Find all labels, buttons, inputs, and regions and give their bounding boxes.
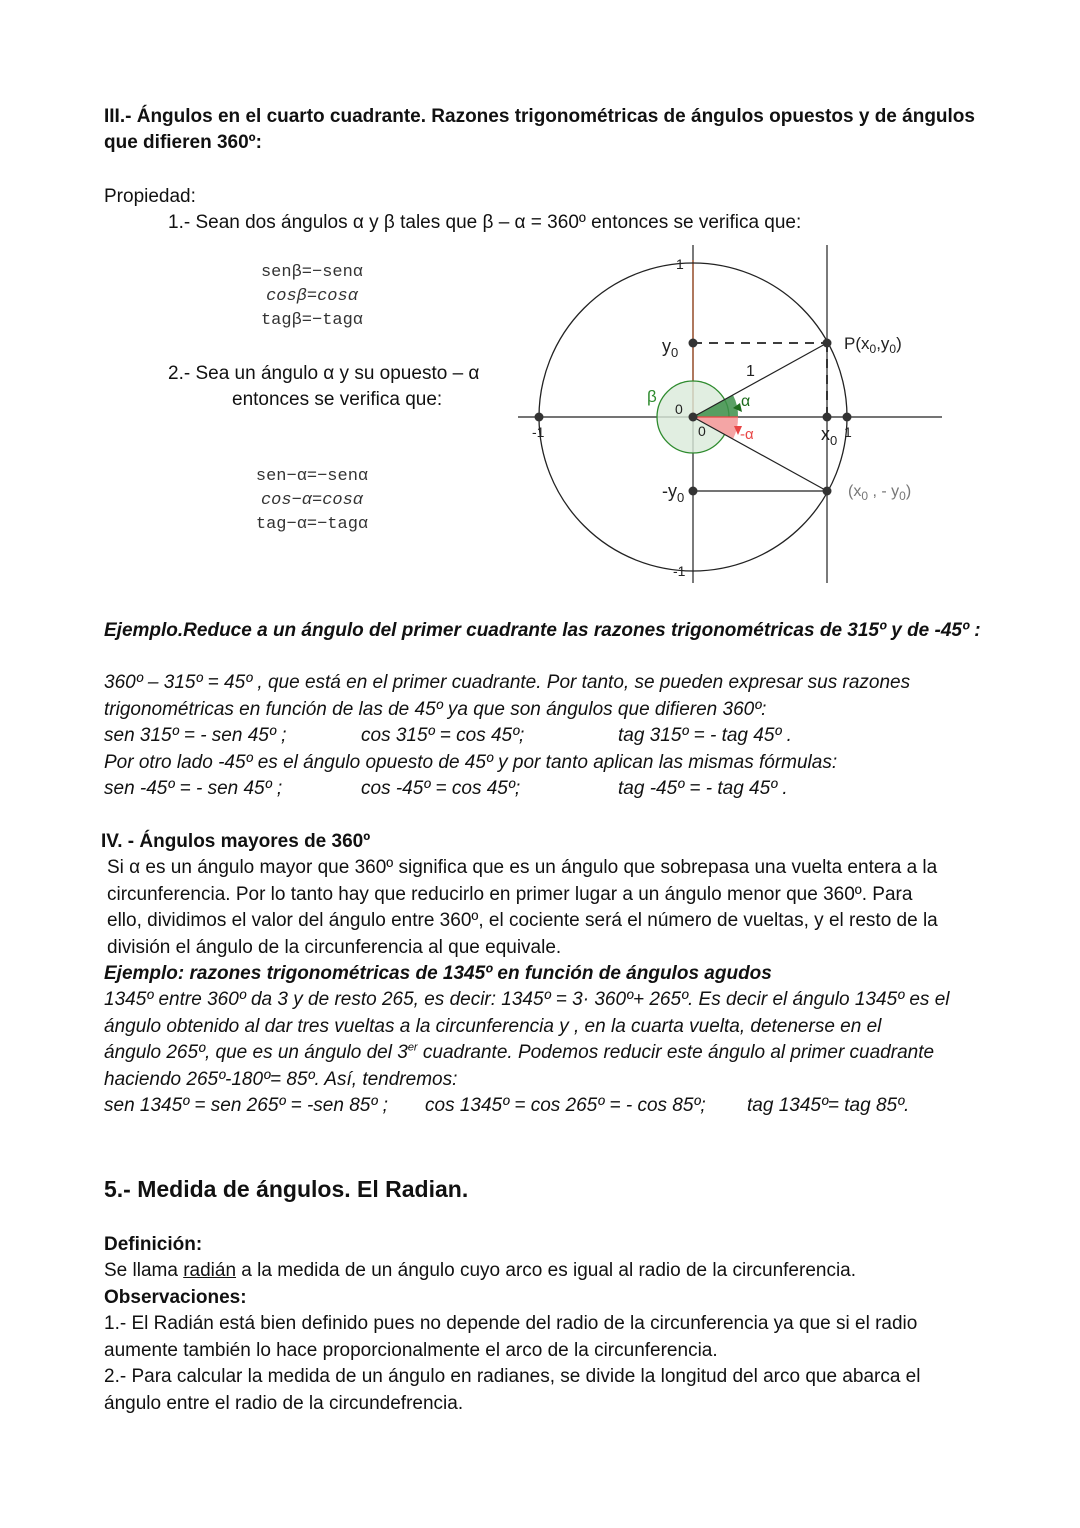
label-x-right: 1 xyxy=(844,424,852,440)
obs-line2: aumente también lo hace proporcionalmente el arco de la circunferencia. xyxy=(104,1339,718,1361)
label-y-bottom: -1 xyxy=(673,563,686,579)
label-y-top: 1 xyxy=(676,256,684,272)
example2-line2: ángulo obtenido al dar tres vueltas a la circunferencia y , en la cuarta vuelta, detenerse en el xyxy=(104,1015,882,1037)
obs-line4: ángulo entre el radio de la circundefrencia. xyxy=(104,1392,464,1414)
radian-term: radián xyxy=(183,1260,237,1281)
section-iv-line4: división el ángulo de la circunferencia al que equivale. xyxy=(107,936,562,958)
label-x0: $x_0$ xyxy=(821,424,838,448)
point-Q xyxy=(823,487,832,496)
point-y0 xyxy=(689,339,698,348)
label-origin-bottom: 0 xyxy=(698,423,706,439)
label-x-left: -1 xyxy=(532,424,545,440)
formula-sen-beta: senβ=−senα xyxy=(260,263,364,282)
obs-line3: 2.- Para calcular la medida de un ángulo en radianes, se divide la longitud del arco que abarca el xyxy=(104,1366,921,1387)
example1-row2-sen: sen -45º = - sen 45º ; xyxy=(104,778,283,799)
example2-line1: 1345º entre 360º da 3 y de resto 265, es decir: 1345º = 3· 360º+ 265º. Es decir el ángulo 1345º es el xyxy=(104,989,950,1010)
example1-line1: 360º – 315º = 45º , que está en el primer cuadrante. Por tanto, se pueden expresar sus razones xyxy=(104,672,911,693)
observaciones-list xyxy=(104,1311,984,1417)
example2-row-cos: cos 1345º = cos 265º = - cos 85º; xyxy=(425,1095,706,1116)
section-iv-line1: Si α es un ángulo mayor que 360º significa que es un ángulo que sobrepasa una vuelta entera a la xyxy=(107,857,938,878)
point-minus-1 xyxy=(535,413,544,422)
label-y0: $y_0$ xyxy=(662,336,679,360)
example1-row1-cos: cos 315º = cos 45º; xyxy=(361,725,525,746)
example1-line2: trigonométricas en función de las de 45º ya que son ángulos que difieren 360º: xyxy=(104,698,767,720)
point-origin xyxy=(689,413,698,422)
observaciones-label: Observaciones: xyxy=(104,1287,247,1308)
unit-circle-diagram xyxy=(510,240,950,590)
example1-line4: Por otro lado -45º es el ángulo opuesto de 45º y por tanto aplican las mismas fórmulas: xyxy=(104,751,838,773)
formula-cos-neg-alpha: cos−α=cosα xyxy=(260,491,364,510)
example1-row2-cos: cos -45º = cos 45º; xyxy=(361,778,521,799)
section-iv-line3: ello, dividimos el valor del ángulo entre 360º, el cociente será el número de vueltas, y el resto de la xyxy=(107,910,938,931)
example1-body xyxy=(104,670,984,803)
formula-tag-beta: tagβ=−tagα xyxy=(260,311,364,330)
example2-title: Ejemplo: razones trigonométricas de 1345º en función de ángulos agudos xyxy=(104,963,772,984)
section-5-title: 5.- Medida de ángulos. El Radian. xyxy=(104,1176,469,1202)
formula-cos-beta: cosβ=cosα xyxy=(266,287,358,306)
point-P xyxy=(823,339,832,348)
obs-line1: 1.- El Radián está bien definido pues no depende del radio de la circunferencia ya que si el radio xyxy=(104,1313,918,1334)
radius-to-Q xyxy=(693,417,827,491)
example2-row xyxy=(104,1093,984,1120)
label-beta: β xyxy=(647,387,657,406)
label-point-Q: ($x_0$ , - $y_0$) xyxy=(848,483,912,503)
point-x0 xyxy=(823,413,832,422)
point-neg-y0 xyxy=(689,487,698,496)
prop1-formulas xyxy=(232,261,392,333)
example2-body xyxy=(104,987,984,1120)
example1-row2-tag: tag -45º = - tag 45º . xyxy=(618,778,788,799)
label-point-P: $P(x_0,y_0)$ xyxy=(844,334,902,356)
example1-row1-sen: sen 315º = - sen 45º ; xyxy=(104,725,287,746)
property-1: 1.- Sean dos ángulos α y β tales que β – α = 360º entonces se verifica que: xyxy=(168,212,802,233)
example2-line4: haciendo 265º-180º= 85º. Así, tendremos: xyxy=(104,1068,458,1090)
label-neg-alpha: -α xyxy=(740,426,754,443)
propiedad-label: Propiedad: xyxy=(104,186,196,207)
definition-label: Definición: xyxy=(104,1234,203,1255)
label-radius: 1 xyxy=(746,363,755,380)
section-iv-title: IV. - Ángulos mayores de 360º xyxy=(101,831,371,852)
example1-row1-tag: tag 315º = - tag 45º . xyxy=(618,725,792,746)
property-2-line2: entonces se verifica que: xyxy=(232,389,443,410)
example2-line3: ángulo 265º, que es un ángulo del 3er cuadrante. Podemos reducir este ángulo al primer cuadrante xyxy=(104,1041,935,1063)
section-iv-line2: circunferencia. Por lo tanto hay que reducirlo en primer lugar a un ángulo menor que 360º. Para xyxy=(107,883,913,905)
formula-tag-neg-alpha: tag−α=−tagα xyxy=(255,515,369,534)
formula-sen-neg-alpha: sen−α=−senα xyxy=(255,467,369,486)
label-alpha: α xyxy=(741,393,751,410)
label-neg-y0: $-y_0$ xyxy=(662,481,685,505)
radius-to-P xyxy=(693,343,827,417)
example1-row1 xyxy=(104,723,984,750)
example2-row-sen: sen 1345º = sen 265º = -sen 85º ; xyxy=(104,1095,388,1116)
section-iii-title-line2: que difieren 360º: xyxy=(104,132,262,153)
label-origin-top: 0 xyxy=(675,401,683,417)
example1-row2 xyxy=(104,776,984,803)
prop2-formulas xyxy=(226,465,398,537)
property-2-line1: 2.- Sea un ángulo α y su opuesto – α xyxy=(168,363,480,384)
example2-row-tag: tag 1345º= tag 85º. xyxy=(747,1095,910,1116)
section-iii-title-line1: III.- Ángulos en el cuarto cuadrante. Razones trigonométricas de ángulos opuestos y de ángulos xyxy=(104,106,975,127)
example1-title: Ejemplo.Reduce a un ángulo del primer cuadrante las razones trigonométricas de 315º y de -45º : xyxy=(104,620,981,641)
point-plus-1 xyxy=(843,413,852,422)
definition-text: Se llama radián a la medida de un ángulo cuyo arco es igual al radio de la circunferencia. xyxy=(104,1260,857,1281)
section-iv-paragraph xyxy=(107,855,987,961)
